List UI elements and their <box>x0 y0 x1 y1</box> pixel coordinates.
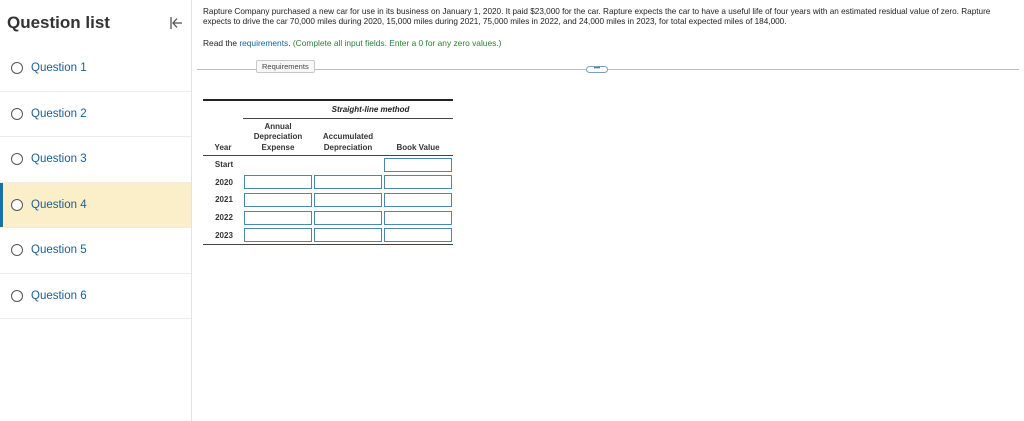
book-value-input-2020[interactable] <box>384 175 452 189</box>
year-label: 2022 <box>215 213 233 223</box>
book-value-cell <box>383 211 453 225</box>
question-label: Question 6 <box>31 289 87 302</box>
question-item-3[interactable] <box>0 137 191 183</box>
sidebar-header <box>0 0 191 46</box>
question-status-icon <box>11 108 23 120</box>
annual-depreciation-input-2021[interactable] <box>244 193 312 207</box>
question-item-5[interactable] <box>0 228 191 274</box>
more-options-button[interactable]: ••• <box>586 66 608 73</box>
question-content <box>203 0 1024 421</box>
table-row-2021 <box>203 191 453 209</box>
book-value-input-2021[interactable] <box>384 193 452 207</box>
instructions-line <box>203 38 1024 48</box>
accumulated-depreciation-input-2023[interactable] <box>314 228 382 242</box>
header-annual-depreciation: Annual Depreciation Expense <box>253 121 303 152</box>
accumulated-depreciation-input-2020[interactable] <box>314 175 382 189</box>
annual-depreciation-cell <box>243 193 313 207</box>
book-value-cell <box>383 228 453 242</box>
question-list-sidebar <box>0 0 192 421</box>
header-accumulated-depreciation: Accumulated Depreciation <box>322 132 374 152</box>
annual-depreciation-input-2023[interactable] <box>244 228 312 242</box>
accumulated-depreciation-input-2021[interactable] <box>314 193 382 207</box>
year-label: Start <box>214 160 234 170</box>
read-prefix: Read the <box>203 38 240 48</box>
requirements-link[interactable]: requirements <box>239 38 289 48</box>
book-value-cell <box>383 193 453 207</box>
question-label: Question 3 <box>31 153 87 166</box>
year-label: 2021 <box>215 195 233 205</box>
table-header-row <box>203 119 453 156</box>
question-label: Question 1 <box>31 62 87 75</box>
table-row-2023 <box>203 226 453 244</box>
annual-depreciation-input-2022[interactable] <box>244 211 312 225</box>
question-status-icon <box>11 290 23 302</box>
requirements-button[interactable]: Requirements <box>256 60 315 73</box>
question-status-icon <box>11 244 23 256</box>
book-value-cell <box>383 158 453 172</box>
accumulated-depreciation-cell <box>313 175 383 189</box>
table-row-2020 <box>203 174 453 192</box>
accumulated-depreciation-input-2022[interactable] <box>314 211 382 225</box>
annual-depreciation-cell <box>243 211 313 225</box>
question-status-icon <box>11 199 23 211</box>
accumulated-depreciation-cell <box>313 211 383 225</box>
question-label: Question 4 <box>31 198 87 211</box>
sidebar-title: Question list <box>7 13 110 32</box>
book-value-input-2023[interactable] <box>384 228 452 242</box>
section-divider <box>197 69 1019 70</box>
book-value-cell <box>383 175 453 189</box>
year-label: 2020 <box>215 177 233 187</box>
depreciation-table <box>203 99 453 245</box>
question-item-1[interactable] <box>0 46 191 92</box>
question-list <box>0 46 191 319</box>
question-status-icon <box>11 62 23 74</box>
question-label: Question 2 <box>31 107 87 120</box>
annual-depreciation-input-2020[interactable] <box>244 175 312 189</box>
book-value-input-start[interactable] <box>384 158 452 172</box>
annual-depreciation-cell <box>243 228 313 242</box>
input-note: (Complete all input fields. Enter a 0 for any zero values.) <box>292 38 502 48</box>
book-value-input-2022[interactable] <box>384 211 452 225</box>
question-status-icon <box>11 153 23 165</box>
read-suffix: . <box>288 38 293 48</box>
table-row-2022 <box>203 209 453 227</box>
header-year: Year <box>214 142 232 152</box>
table-bottom-rule <box>203 244 453 245</box>
year-label: 2023 <box>215 230 233 240</box>
accumulated-depreciation-cell <box>313 228 383 242</box>
collapse-sidebar-icon[interactable] <box>167 14 185 32</box>
header-book-value: Book Value <box>396 142 440 152</box>
method-title: Straight-line method <box>243 101 453 119</box>
question-item-4[interactable] <box>0 183 191 229</box>
question-label: Question 5 <box>31 244 87 257</box>
problem-statement: Rapture Company purchased a new car for use in its business on January 1, 2020. It paid $23,000 for the car. Rapture expects the car to have a useful life of four years with an estimated residual value of zero. Rapture expects to drive the car 70,000 miles during 2020, 15,000 miles during 2021, 75,000 miles in 2022, and 24,000 miles in 2023, for total expected miles of 184,000. <box>203 7 991 26</box>
accumulated-depreciation-cell <box>313 193 383 207</box>
annual-depreciation-cell <box>243 175 313 189</box>
question-item-2[interactable] <box>0 92 191 138</box>
table-row-start <box>203 156 453 174</box>
question-item-6[interactable] <box>0 274 191 320</box>
